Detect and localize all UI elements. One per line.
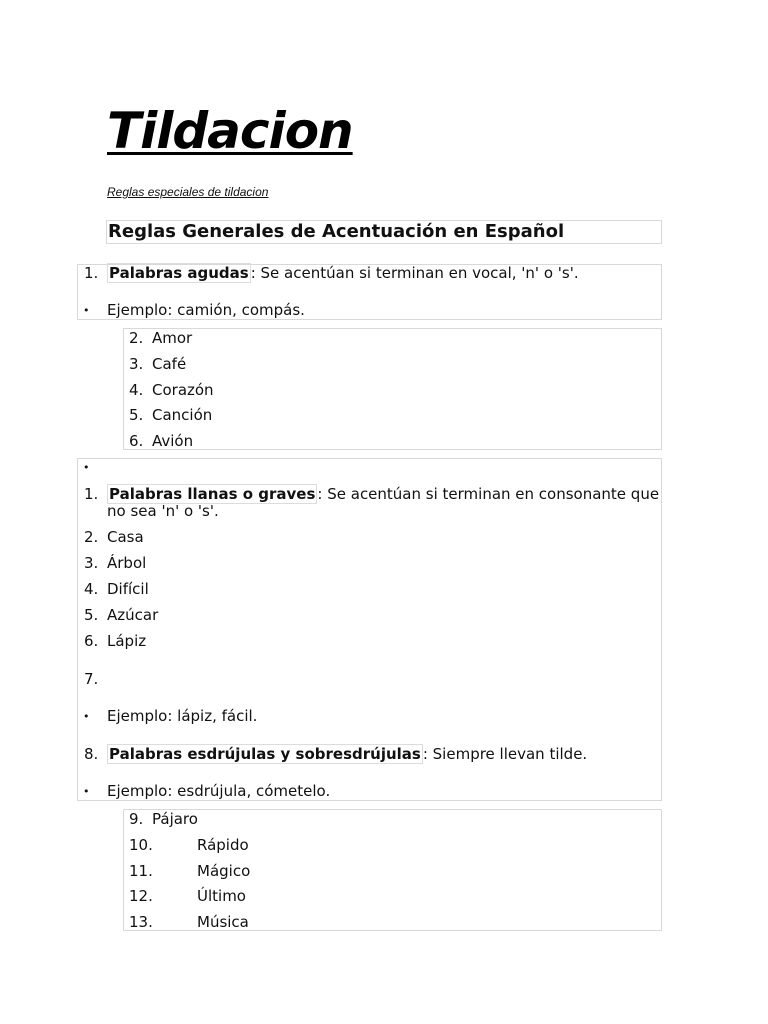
list-item: Amor — [152, 329, 193, 347]
list-number: 1. — [84, 264, 99, 282]
esdrujulas-rule-text: : Siempre llevan tilde. — [422, 745, 588, 763]
list-item: Último — [197, 887, 246, 906]
esdrujulas-example: Ejemplo: esdrújula, cómetelo. — [107, 782, 331, 800]
llanas-example: Ejemplo: lápiz, fácil. — [107, 707, 258, 725]
document-title: Tildacion — [107, 102, 353, 160]
esdrujulas-rule — [107, 745, 587, 763]
list-number: 2. — [84, 528, 99, 546]
esdrujulas-term: Palabras esdrújulas y sobresdrújulas — [109, 745, 421, 763]
section-heading: Reglas Generales de Acentuación en Español — [106, 220, 662, 244]
list-item: Árbol — [107, 554, 147, 572]
list-number: 1. — [84, 485, 99, 503]
llanas-rule-cont: no sea 'n' o 's'. — [107, 502, 219, 520]
list-item: Difícil — [107, 580, 149, 598]
llanas-rule — [107, 485, 659, 503]
bullet: • — [83, 461, 90, 474]
document-subtitle: Reglas especiales de tildacion — [107, 185, 269, 199]
list-item: Mágico — [197, 861, 251, 880]
bullet: • — [83, 710, 90, 723]
bullet: • — [83, 785, 90, 798]
list-item: Café — [152, 354, 187, 373]
list-item: Pájaro — [152, 810, 198, 828]
bullet: • — [83, 304, 90, 317]
list-item: Música — [197, 913, 249, 932]
list-item: Avión — [152, 432, 194, 451]
agudas-rule — [107, 264, 579, 282]
list-item: Rápido — [197, 835, 249, 854]
list-number: 10. — [129, 835, 153, 854]
list-number: 8. — [84, 745, 99, 763]
list-number: 7. — [84, 670, 99, 688]
list-number: 13. — [129, 913, 153, 932]
list-number: 2. — [129, 329, 144, 347]
agudas-term: Palabras agudas — [109, 264, 249, 282]
list-item: Canción — [152, 406, 213, 425]
list-number: 5. — [129, 406, 144, 425]
list-number: 9. — [129, 810, 144, 828]
list-item: Casa — [107, 528, 144, 546]
agudas-example: Ejemplo: camión, compás. — [107, 301, 305, 319]
list-item: Lápiz — [107, 632, 147, 650]
list-number: 5. — [84, 606, 99, 624]
llanas-rule-text: : Se acentúan si terminan en consonante que — [317, 485, 660, 503]
llanas-term: Palabras llanas o graves — [109, 485, 316, 503]
list-number: 4. — [129, 380, 144, 399]
list-number: 11. — [129, 861, 153, 880]
list-number: 12. — [129, 887, 153, 906]
list-number: 4. — [84, 580, 99, 598]
list-number: 3. — [129, 354, 144, 373]
list-number: 3. — [84, 554, 99, 572]
list-item: Azúcar — [107, 606, 159, 624]
list-item: Corazón — [152, 380, 214, 399]
list-number: 6. — [84, 632, 99, 650]
list-number: 6. — [129, 432, 144, 451]
agudas-rule-text: : Se acentúan si terminan en vocal, 'n' o 's'. — [250, 264, 579, 282]
